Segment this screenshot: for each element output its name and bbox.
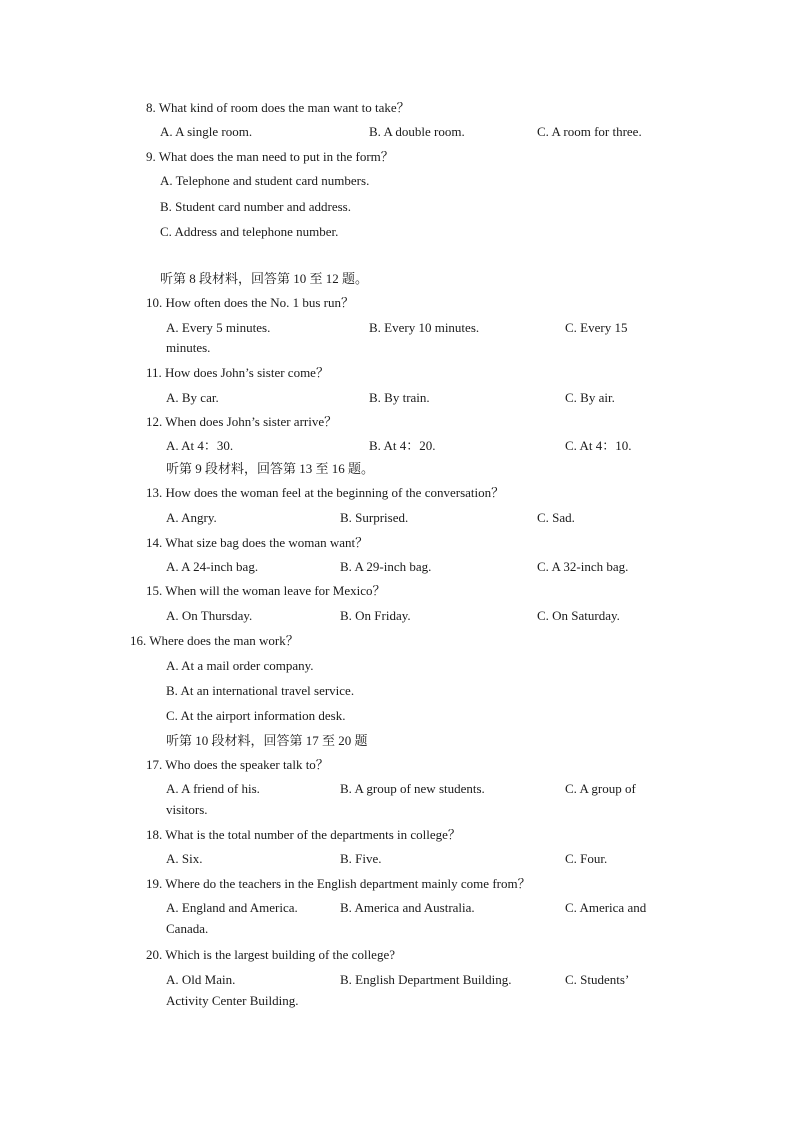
question-16-option-b: B. At an international travel service. bbox=[166, 683, 355, 698]
question-12-option-b: B. At 4：20. bbox=[369, 438, 436, 453]
question-16-option-a: A. At a mail order company. bbox=[166, 658, 314, 673]
question-20-option-c: C. Students’ bbox=[565, 972, 630, 987]
question-19-option-c-continued: Canada. bbox=[166, 921, 209, 936]
question-20-option-a: A. Old Main. bbox=[166, 972, 236, 987]
question-17-option-c-continued: visitors. bbox=[166, 802, 208, 817]
question-13-stem: 13. How does the woman feel at the beginning of the conversation？ bbox=[146, 485, 505, 500]
question-15-option-c: C. On Saturday. bbox=[537, 608, 620, 623]
question-12-option-c: C. At 4：10. bbox=[565, 438, 632, 453]
section-10-instruction: 听第 10 段材料，回答第 17 至 20 题 bbox=[166, 733, 368, 748]
question-8-option-a: A. A single room. bbox=[160, 124, 253, 139]
question-9-option-c: C. Address and telephone number. bbox=[160, 224, 339, 239]
question-12-option-a: A. At 4：30. bbox=[166, 438, 234, 453]
question-20-option-c-continued: Activity Center Building. bbox=[166, 993, 299, 1008]
question-16-option-c: C. At the airport information desk. bbox=[166, 708, 346, 723]
question-13-option-c: C. Sad. bbox=[537, 510, 575, 525]
question-12-stem: 12. When does John’s sister arrive？ bbox=[146, 414, 338, 429]
question-20-option-b: B. English Department Building. bbox=[340, 972, 512, 987]
question-9-option-b: B. Student card number and address. bbox=[160, 199, 351, 214]
question-13-option-b: B. Surprised. bbox=[340, 510, 409, 525]
question-19-option-a: A. England and America. bbox=[166, 900, 298, 915]
question-17-stem: 17. Who does the speaker talk to？ bbox=[146, 757, 329, 772]
question-14-stem: 14. What size bag does the woman want？ bbox=[146, 535, 369, 550]
question-17-option-b: B. A group of new students. bbox=[340, 781, 485, 796]
question-14-option-b: B. A 29-inch bag. bbox=[340, 559, 432, 574]
question-9-stem: 9. What does the man need to put in the form？ bbox=[146, 149, 394, 164]
question-8-option-b: B. A double room. bbox=[369, 124, 465, 139]
question-20-stem: 20. Which is the largest building of the college? bbox=[146, 947, 395, 962]
question-9-option-a: A. Telephone and student card numbers. bbox=[160, 173, 370, 188]
question-18-option-c: C. Four. bbox=[565, 851, 608, 866]
question-19-option-b: B. America and Australia. bbox=[340, 900, 475, 915]
section-9-instruction: 听第 9 段材料，回答第 13 至 16 题。 bbox=[166, 461, 375, 476]
question-14-option-a: A. A 24-inch bag. bbox=[166, 559, 259, 574]
section-8-instruction: 听第 8 段材料，回答第 10 至 12 题。 bbox=[160, 271, 369, 286]
question-10-stem: 10. How often does the No. 1 bus run？ bbox=[146, 295, 354, 310]
question-19-stem: 19. Where do the teachers in the English department mainly come from？ bbox=[146, 876, 531, 891]
question-11-option-a: A. By car. bbox=[166, 390, 219, 405]
question-15-option-a: A. On Thursday. bbox=[166, 608, 253, 623]
question-17-option-c: C. A group of bbox=[565, 781, 636, 796]
question-16-stem: 16. Where does the man work？ bbox=[130, 633, 299, 648]
question-11-option-c: C. By air. bbox=[565, 390, 615, 405]
question-10-option-b: B. Every 10 minutes. bbox=[369, 320, 480, 335]
question-13-option-a: A. Angry. bbox=[166, 510, 217, 525]
question-14-option-c: C. A 32-inch bag. bbox=[537, 559, 629, 574]
question-10-option-c: C. Every 15 bbox=[565, 320, 628, 335]
question-10-option-c-continued: minutes. bbox=[166, 340, 211, 355]
question-8-option-c: C. A room for three. bbox=[537, 124, 642, 139]
question-15-option-b: B. On Friday. bbox=[340, 608, 411, 623]
question-11-stem: 11. How does John’s sister come？ bbox=[146, 365, 329, 380]
question-15-stem: 15. When will the woman leave for Mexico？ bbox=[146, 583, 386, 598]
question-8-stem: 8. What kind of room does the man want to take？ bbox=[146, 100, 410, 115]
question-18-stem: 18. What is the total number of the departments in college？ bbox=[146, 827, 461, 842]
question-18-option-b: B. Five. bbox=[340, 851, 382, 866]
question-11-option-b: B. By train. bbox=[369, 390, 430, 405]
question-17-option-a: A. A friend of his. bbox=[166, 781, 260, 796]
question-10-option-a: A. Every 5 minutes. bbox=[166, 320, 271, 335]
question-19-option-c: C. America and bbox=[565, 900, 647, 915]
question-18-option-a: A. Six. bbox=[166, 851, 203, 866]
